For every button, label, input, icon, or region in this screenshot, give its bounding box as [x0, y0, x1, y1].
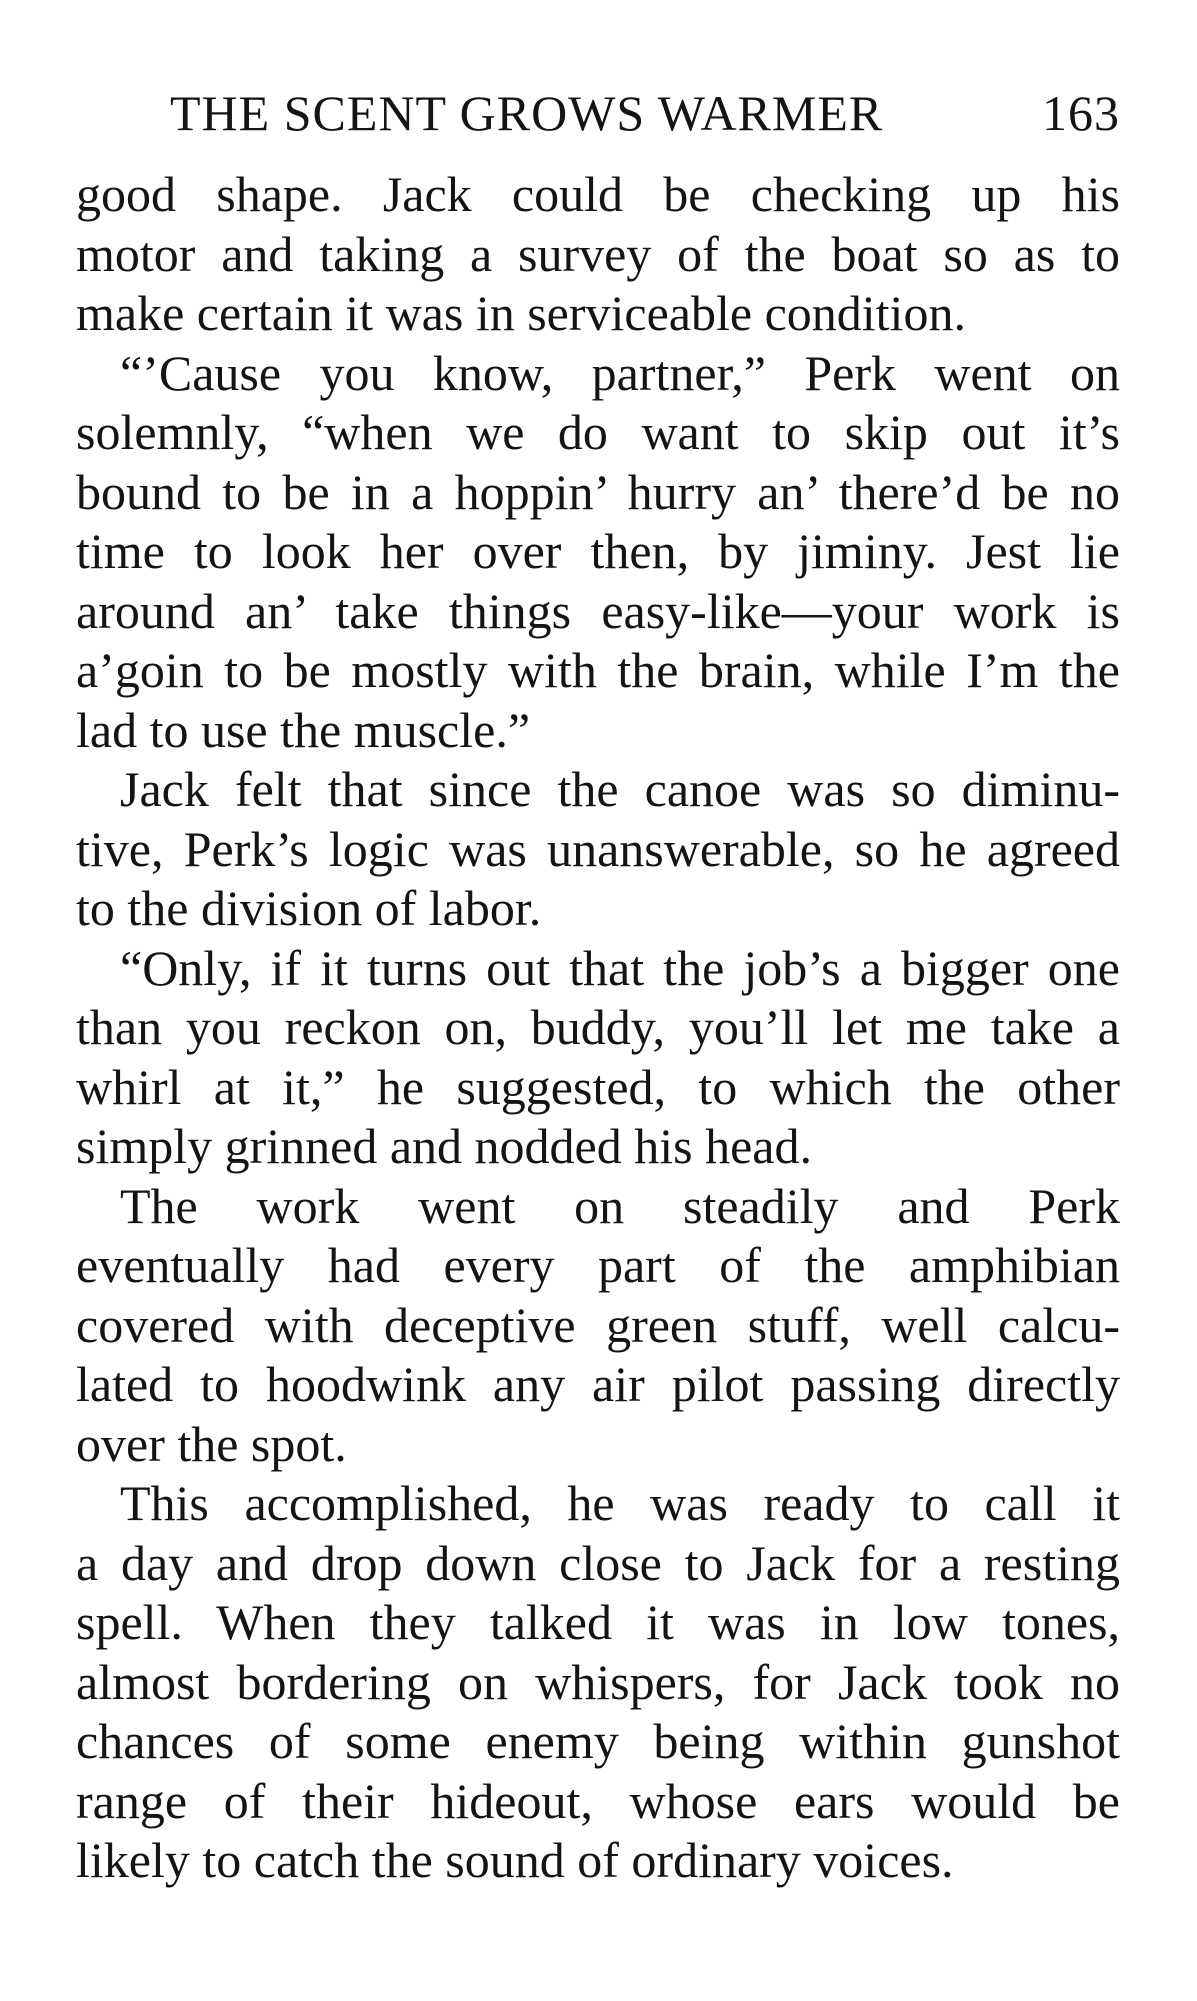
- text-line: range of their hideout, whose ears would be: [76, 1772, 1120, 1829]
- text-line: likely to catch the sound of ordinary voices.: [76, 1832, 954, 1888]
- text-line: motor and taking a survey of the boat so as to: [76, 225, 1120, 282]
- text-line: over the spot.: [76, 1415, 347, 1472]
- text-line: to the division of labor.: [76, 880, 542, 936]
- text-line: lated to hoodwink any air pilot passing directly: [76, 1356, 1120, 1412]
- paragraph: [76, 1474, 1120, 1891]
- text-line: “Only, if it turns out that the job’s a bigger one: [120, 939, 1120, 996]
- text-line: almost bordering on whispers, for Jack took no: [76, 1653, 1120, 1710]
- text-line: make certain it was in serviceable condition.: [76, 285, 966, 341]
- text-line: solemnly, “when we do want to skip out it’s: [76, 404, 1120, 460]
- text-line: eventually had every part of the amphibian: [76, 1237, 1120, 1293]
- text-line: tive, Perk’s logic was unanswerable, so he agreed: [76, 820, 1120, 877]
- page-number: 163: [1042, 85, 1120, 141]
- paragraph: [76, 1177, 1120, 1475]
- text-line: This accomplished, he was ready to call it: [120, 1475, 1120, 1531]
- text-line: bound to be in a hoppin’ hurry an’ there’d be no: [76, 463, 1120, 520]
- text-line: time to look her over then, by jiminy. Jest lie: [76, 523, 1120, 579]
- paragraph: [76, 760, 1120, 939]
- text-line: lad to use the muscle.”: [76, 701, 531, 758]
- text-line: covered with deceptive green stuff, well calcu-: [76, 1296, 1120, 1353]
- text-line: around an’ take things easy-like—your work is: [76, 582, 1120, 639]
- text-line: chances of some enemy being within gunshot: [76, 1713, 1120, 1769]
- text-line: a’goin to be mostly with the brain, while I’m the: [76, 642, 1120, 698]
- text-line: Jack felt that since the canoe was so diminu-: [120, 761, 1120, 817]
- text-line: simply grinned and nodded his head.: [76, 1118, 812, 1174]
- text-line: whirl at it,” he suggested, to which the other: [76, 1058, 1120, 1115]
- paragraph: [76, 344, 1120, 761]
- text-line: The work went on steadily and Perk: [120, 1177, 1120, 1234]
- text-line: “’Cause you know, partner,” Perk went on: [120, 344, 1120, 401]
- chapter-title: THE SCENT GROWS WARMER: [170, 85, 884, 141]
- paragraph: [76, 165, 1120, 344]
- text-line: good shape. Jack could be checking up his: [76, 166, 1120, 222]
- paragraph: [76, 939, 1120, 1177]
- body-text: [76, 165, 1120, 1891]
- text-line: a day and drop down close to Jack for a resting: [76, 1534, 1120, 1591]
- text-line: than you reckon on, buddy, you’ll let me take a: [76, 999, 1120, 1055]
- running-header: [170, 78, 1120, 148]
- text-line: spell. When they talked it was in low tones,: [76, 1594, 1120, 1650]
